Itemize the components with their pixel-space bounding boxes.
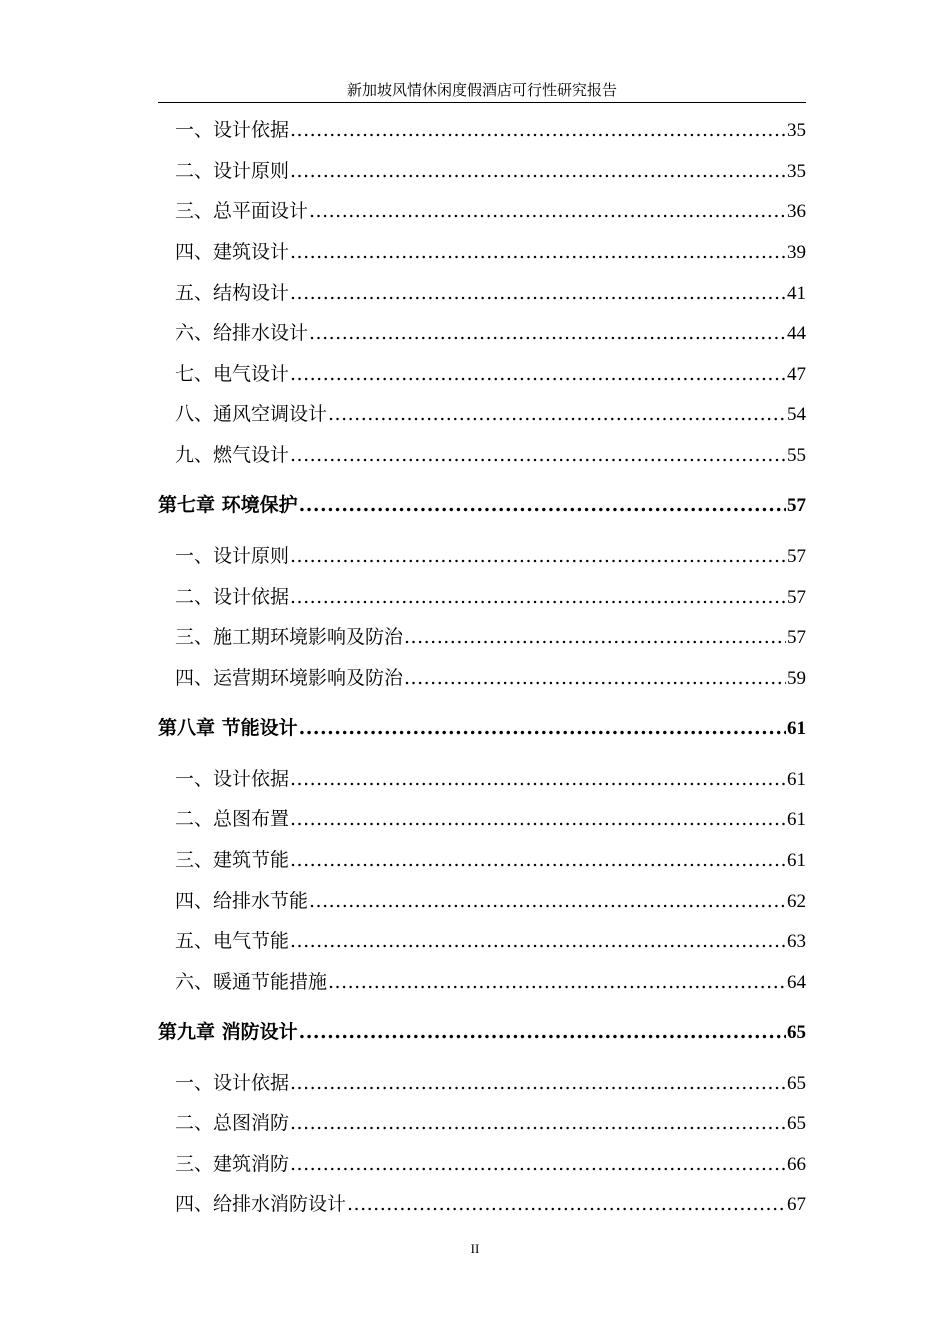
toc-entry-page: 61 <box>787 809 806 830</box>
toc-dot-leader <box>290 1069 786 1097</box>
toc-dot-leader <box>328 400 786 428</box>
toc-dot-leader <box>290 1109 786 1137</box>
toc-entry-title: 五、结构设计 <box>175 282 290 304</box>
page-number: II <box>470 1241 480 1256</box>
toc-entry-title: 二、设计依据 <box>175 586 290 608</box>
toc-dot-leader <box>290 360 786 388</box>
toc-entry[interactable] <box>158 927 806 955</box>
toc-entry[interactable] <box>158 1109 806 1137</box>
toc-dot-leader <box>347 1190 786 1218</box>
toc-entry-title: 六、给排水设计 <box>175 322 309 344</box>
toc-chapter-entry[interactable] <box>158 714 806 742</box>
toc-entry[interactable] <box>158 238 806 266</box>
toc-entry-title: 八、通风空调设计 <box>175 403 328 425</box>
toc-dot-leader <box>309 197 786 225</box>
toc-entry-page: 57 <box>787 587 806 608</box>
toc-dot-leader <box>290 583 786 611</box>
toc-entry[interactable] <box>158 846 806 874</box>
toc-entry[interactable] <box>158 805 806 833</box>
toc-chapter-title: 第七章 环境保护 <box>158 494 298 516</box>
toc-entry[interactable] <box>158 1150 806 1178</box>
toc-chapter-entry[interactable] <box>158 1018 806 1046</box>
toc-entry[interactable] <box>158 441 806 469</box>
toc-dot-leader <box>299 1018 786 1046</box>
toc-entry-title: 四、建筑设计 <box>175 241 290 263</box>
toc-entry-title: 三、总平面设计 <box>175 200 309 222</box>
toc-dot-leader <box>290 846 786 874</box>
toc-entry-title: 二、总图布置 <box>175 808 290 830</box>
toc-dot-leader <box>290 765 786 793</box>
toc-entry[interactable] <box>158 664 806 692</box>
toc-entry-title: 一、设计依据 <box>175 1072 290 1094</box>
toc-entry-page: 36 <box>787 201 806 222</box>
toc-entry[interactable] <box>158 360 806 388</box>
toc-dot-leader <box>290 238 786 266</box>
toc-dot-leader <box>404 623 786 651</box>
toc-dot-leader <box>290 542 786 570</box>
toc-entry-title: 九、燃气设计 <box>175 444 290 466</box>
toc-dot-leader <box>328 968 786 996</box>
toc-chapter-page: 57 <box>787 495 806 516</box>
toc-chapter-title: 第九章 消防设计 <box>158 1021 298 1043</box>
toc-entry-title: 一、设计原则 <box>175 545 290 567</box>
toc-entry-title: 三、建筑节能 <box>175 849 290 871</box>
toc-entry-title: 一、设计依据 <box>175 119 290 141</box>
toc-chapter-page: 65 <box>787 1022 806 1043</box>
toc-entry-page: 66 <box>787 1154 806 1175</box>
toc-entry[interactable] <box>158 400 806 428</box>
toc-entry-page: 67 <box>787 1194 806 1215</box>
toc-entry-title: 三、施工期环境影响及防治 <box>175 626 404 648</box>
toc-entry[interactable] <box>158 157 806 185</box>
header-divider <box>158 102 806 103</box>
toc-entry-page: 59 <box>787 668 806 689</box>
toc-dot-leader <box>290 279 786 307</box>
toc-entry-page: 64 <box>787 972 806 993</box>
toc-dot-leader <box>290 927 786 955</box>
toc-dot-leader <box>299 714 786 742</box>
toc-entry[interactable] <box>158 542 806 570</box>
toc-entry[interactable] <box>158 1069 806 1097</box>
toc-entry-title: 四、运营期环境影响及防治 <box>175 667 404 689</box>
toc-entry-page: 63 <box>787 931 806 952</box>
toc-entry-page: 39 <box>787 242 806 263</box>
toc-entry[interactable] <box>158 765 806 793</box>
toc-dot-leader <box>290 116 786 144</box>
toc-entry[interactable] <box>158 1190 806 1218</box>
page-header-title: 新加坡风情休闲度假酒店可行性研究报告 <box>346 81 617 99</box>
toc-dot-leader <box>290 805 786 833</box>
toc-entry-page: 47 <box>787 364 806 385</box>
toc-chapter-entry[interactable] <box>158 491 806 519</box>
toc-entry-title: 六、暖通节能措施 <box>175 971 328 993</box>
toc-entry-title: 七、电气设计 <box>175 363 290 385</box>
toc-dot-leader <box>404 664 786 692</box>
toc-dot-leader <box>309 887 786 915</box>
toc-entry-page: 61 <box>787 769 806 790</box>
toc-entry-page: 35 <box>787 161 806 182</box>
toc-entry-page: 65 <box>787 1073 806 1094</box>
toc-entry-title: 二、总图消防 <box>175 1112 290 1134</box>
toc-entry[interactable] <box>158 583 806 611</box>
toc-entry[interactable] <box>158 887 806 915</box>
toc-entry-title: 五、电气节能 <box>175 930 290 952</box>
toc-entry-page: 54 <box>787 404 806 425</box>
toc-entry-title: 三、建筑消防 <box>175 1153 290 1175</box>
toc-dot-leader <box>309 319 786 347</box>
toc-dot-leader <box>299 491 786 519</box>
toc-entry[interactable] <box>158 623 806 651</box>
toc-entry-page: 57 <box>787 627 806 648</box>
toc-entry-title: 一、设计依据 <box>175 768 290 790</box>
toc-entry-title: 四、给排水消防设计 <box>175 1193 347 1215</box>
toc-entry-page: 44 <box>787 323 806 344</box>
toc-entry[interactable] <box>158 319 806 347</box>
toc-entry[interactable] <box>158 968 806 996</box>
toc-entry[interactable] <box>158 197 806 225</box>
toc-dot-leader <box>290 1150 786 1178</box>
toc-entry-page: 35 <box>787 120 806 141</box>
toc-chapter-title: 第八章 节能设计 <box>158 717 298 739</box>
toc-entry-page: 57 <box>787 546 806 567</box>
toc-dot-leader <box>290 157 786 185</box>
toc-entry-page: 62 <box>787 891 806 912</box>
toc-entry-page: 55 <box>787 445 806 466</box>
toc-entry[interactable] <box>158 116 806 144</box>
toc-entry-title: 四、给排水节能 <box>175 890 309 912</box>
toc-dot-leader <box>290 441 786 469</box>
toc-entry-page: 41 <box>787 283 806 304</box>
toc-chapter-page: 61 <box>787 718 806 739</box>
toc-entry[interactable] <box>158 279 806 307</box>
toc-entry-page: 61 <box>787 850 806 871</box>
toc-entry-title: 二、设计原则 <box>175 160 290 182</box>
toc-entry-page: 65 <box>787 1113 806 1134</box>
